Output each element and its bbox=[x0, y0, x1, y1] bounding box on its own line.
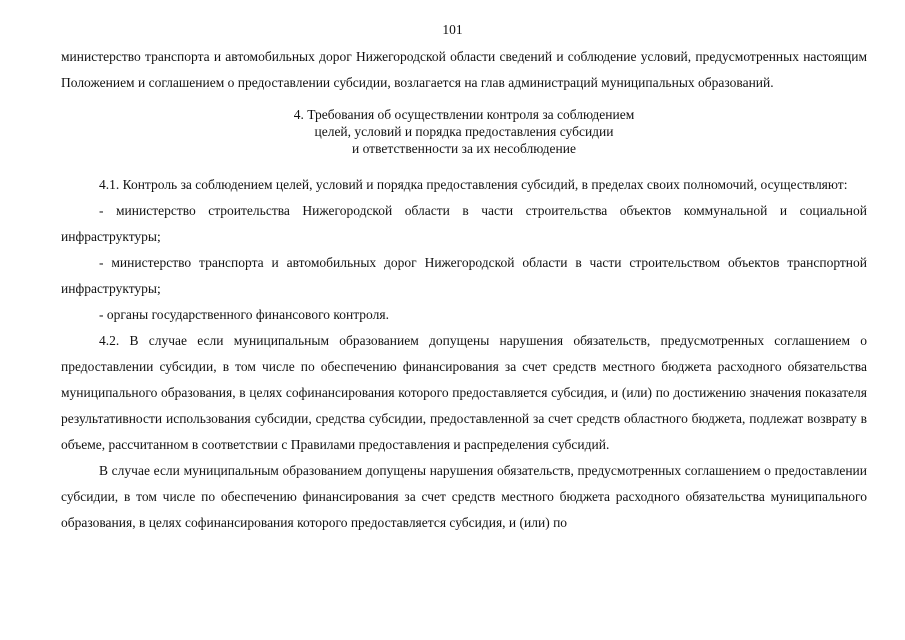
paragraph-continuation: министерство транспорта и автомобильных дорог Нижегородской области сведений и соблюдение условий, предусмотренных настоящим Положением и соглашением о предоставлении субсидии, возлагается на глав администраций муниципальных образований. bbox=[61, 49, 867, 90]
paragraph-violation-case: В случае если муниципальным образованием допущены нарушения обязательств, предусмотренных соглашением о предоставлении субсидии, в том числе по обеспечению финансирования за счет средств местного бюджета расходного обязательства муниципального образования, в целях софинансирования которого предоставляется субсидия, и (или) по bbox=[61, 463, 867, 530]
section-heading-line-2: целей, условий и порядка предоставления субсидии bbox=[314, 124, 614, 139]
paragraph-4-2: 4.2. В случае если муниципальным образованием допущены нарушения обязательств, предусмотренных соглашением о предоставлении субсидии, в том числе по обеспечению финансирования за счет средств местного бюджета расходного обязательства муниципального образования, в целях софинансирования которого предоставляется субсидия, и (или) по достижению значения показателя результативности использования субсидии, средства субсидии, предоставленной за счет средств областного бюджета, подлежат возврату в объеме, рассчитанном в соответствии с Правилами предоставления и распределения субсидий. bbox=[61, 333, 867, 452]
section-heading-line-3: и ответственности за их несоблюдение bbox=[352, 141, 576, 156]
list-item-financial-control: - органы государственного финансового контроля. bbox=[99, 307, 389, 322]
paragraph-4-1: 4.1. Контроль за соблюдением целей, условий и порядка предоставления субсидий, в пределах своих полномочий, осуществляют: bbox=[99, 177, 848, 192]
list-item-ministry-construction: - министерство строительства Нижегородской области в части строительства объектов коммунальной и социальной инфраструктуры; bbox=[61, 203, 867, 244]
document-body bbox=[61, 44, 867, 536]
page-number: 101 bbox=[442, 22, 463, 37]
section-heading-line-1: 4. Требования об осуществлении контроля за соблюдением bbox=[293, 107, 635, 122]
section-heading bbox=[61, 106, 867, 157]
list-item-ministry-transport: - министерство транспорта и автомобильных дорог Нижегородской области в части строительством объектов транспортной инфраструктуры; bbox=[61, 255, 867, 296]
